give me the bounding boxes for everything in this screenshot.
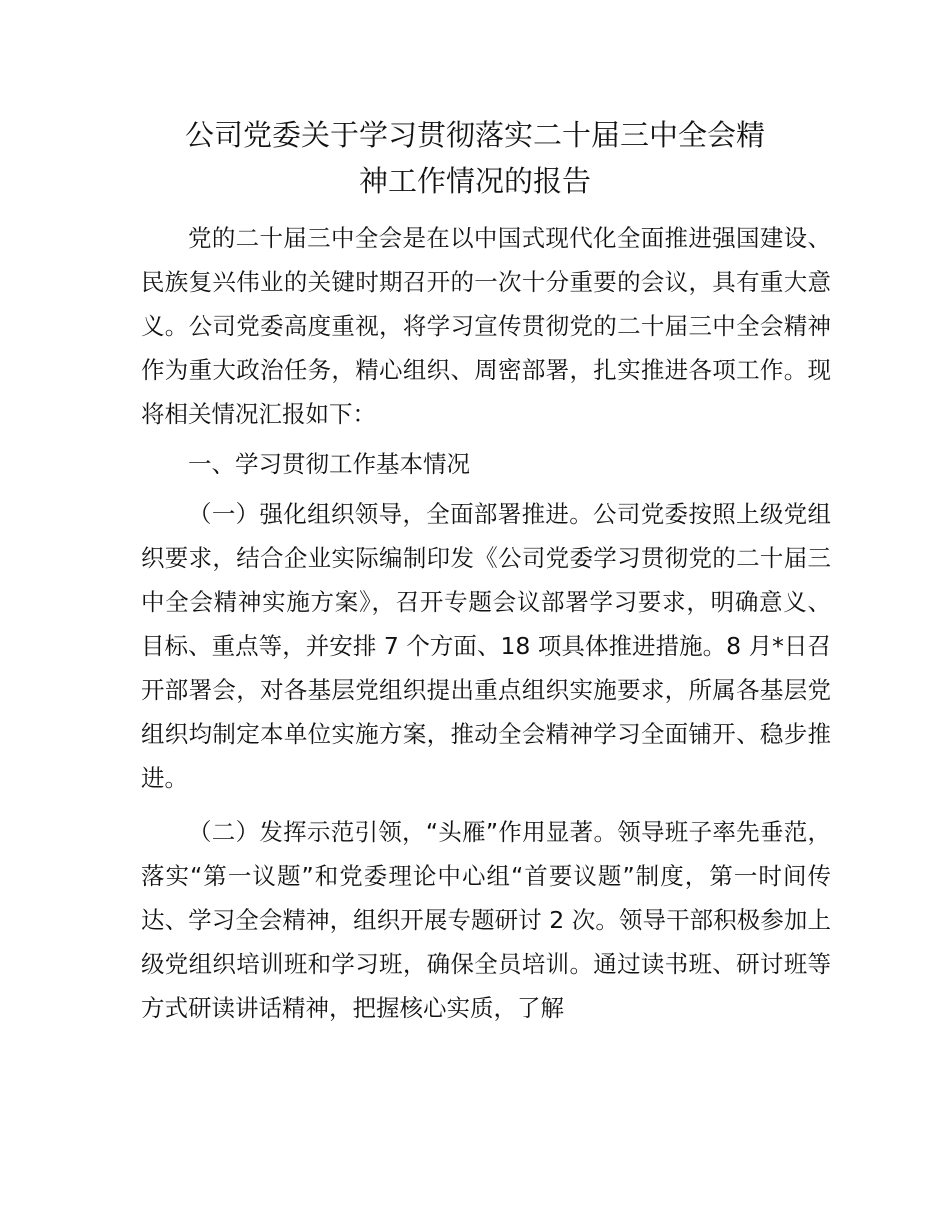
document-body	[141, 216, 831, 1030]
paragraph-intro: 党的二十届三中全会是在以中国式现代化全面推进强国建设、民族复兴伟业的关键时期召开的一次十分重要的会议，具有重大意义。公司党委高度重视，将学习宣传贯彻党的二十届三中全会精神作为重大政治任务，精心组织、周密部署，扎实推进各项工作。现将相关情况汇报如下：	[141, 224, 831, 428]
paragraph-section-1-2: （二）发挥示范引领，“头雁”作用显著。领导班子率先垂范，落实“第一议题”和党委理论中心组“首要议题”制度，第一时间传达、学习全会精神，组织开展专题研讨 2 次。领导干部积极参加上级党组织培训班和学习班，确保全员培训。通过读书班、研讨班等方式研读讲话精神，把握核心实质，了解	[141, 818, 831, 1022]
section-heading-1: 一、学习贯彻工作基本情况	[188, 450, 470, 478]
document-title	[140, 112, 810, 204]
title-line-2: 神工作情况的报告	[358, 164, 591, 198]
paragraph-section-1-1: （一）强化组织领导，全面部署推进。公司党委按照上级党组织要求，结合企业实际编制印发《公司党委学习贯彻党的二十届三中全会精神实施方案》，召开专题会议部署学习要求，明确意义、目标、重点等，并安排 7 个方面、18 项具体推进措施。8 月*日召开部署会，对各基层党组织提出重点组织实施要求，所属各基层党组织均制定本单位实施方案，推动全会精神学习全面铺开、稳步推进。	[141, 500, 831, 792]
title-line-1: 公司党委关于学习贯彻落实二十届三中全会精	[184, 118, 765, 152]
